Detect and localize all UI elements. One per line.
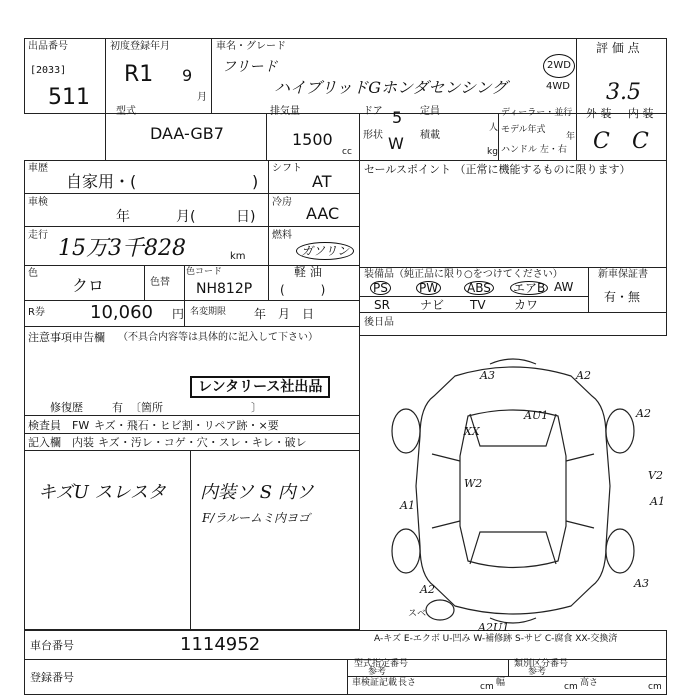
equip-item: カワ (514, 298, 539, 312)
divider (268, 160, 269, 300)
divider (184, 265, 185, 300)
equip-item: PS (370, 281, 391, 295)
damage-mark: A2U1 (478, 621, 510, 634)
dims-label: 車検証記載 (352, 678, 398, 688)
model-label: 型式 (116, 106, 136, 117)
sales-label: セールスポイント （正常に機能するものに限ります） (364, 163, 631, 176)
inspector-row1-head: FW (72, 419, 90, 432)
divider (144, 265, 145, 300)
type-cert-ref: 参考 (368, 667, 387, 677)
damage-mark: A2 (420, 583, 435, 596)
color-no-label: 色替 (150, 277, 170, 288)
capacity-label: 定員 (420, 106, 440, 117)
divider (24, 433, 360, 434)
width-label: 幅 (496, 678, 506, 688)
hand-note-2: 内装ソ S 内ソ (200, 482, 314, 503)
name-line2: ハイブリッドGホンダセンシング (274, 78, 508, 97)
color-value: クロ (72, 276, 105, 295)
lot-code: [2033] (30, 65, 67, 76)
equip-item: SR (374, 298, 390, 312)
divider (24, 226, 360, 227)
yen-unit: 円 (172, 307, 185, 321)
damage-mark: W2 (464, 477, 483, 490)
hand-note-3: F/ラルームミ内ヨゴ (202, 511, 311, 525)
chassis-box (24, 630, 667, 660)
dealer-label: ディーラー・並行 (501, 108, 573, 118)
repair-label: 修復歴 (50, 401, 83, 414)
ac-label: 冷房 (272, 197, 292, 208)
damage-mark: AU1 (524, 409, 549, 422)
name-line1: フリード (222, 59, 278, 75)
divider (347, 676, 667, 677)
divider (24, 300, 360, 301)
inspection-label: 車検 (28, 197, 48, 208)
damage-mark: A3 (634, 577, 649, 590)
damage-mark: A2 (576, 369, 591, 382)
mileage-value: 15万3千828 (58, 236, 186, 261)
divider (190, 450, 191, 630)
drive-2wd: 2WD (543, 54, 575, 78)
km-unit: km (230, 251, 246, 262)
exterior-value: C (593, 129, 610, 154)
doors-label: ドア (363, 106, 383, 117)
shape-label: 形状 (363, 130, 383, 141)
equip-item: AW (554, 280, 574, 294)
notes-sub-label: （不具合内容等は具体的に記入して下さい） (118, 332, 318, 343)
rental-stamp: レンタリース社出品 (190, 376, 330, 398)
equip-item: TV (470, 298, 486, 312)
inspector-label1: 検査員 (28, 419, 61, 432)
class-cert-ref: 参考 (528, 667, 547, 677)
fuel-label: 燃料 (272, 230, 292, 241)
inspection-month: 月( (176, 209, 196, 225)
handle-label: ハンドル 左・右 (501, 145, 567, 155)
year-unit: 年 (566, 132, 576, 142)
equip-item: ナビ (420, 298, 445, 312)
colorcode-value: NH812P (196, 281, 253, 297)
colorcode-label: 色コード (186, 267, 223, 277)
kg-unit: kg (487, 147, 498, 157)
equip-label: 装備品（純正品に限り○をつけてください） (364, 269, 563, 280)
name-label: 車名・グレード (216, 41, 286, 52)
cc-unit: cc (342, 147, 352, 157)
inspector-row2-head: 内装 (72, 436, 94, 449)
reg-month: 9 (182, 66, 193, 85)
fuel-other: ( ) (280, 283, 326, 297)
exterior-label: 外 装 (586, 107, 612, 120)
damage-mark: スベ (408, 609, 427, 619)
grade-value: 3.5 (606, 80, 641, 105)
equip-item: ABS (464, 281, 494, 295)
type-cert-label: 型式指定番号 (354, 659, 409, 669)
recycle-value: 10,060 (90, 302, 153, 323)
equip-item: PW (416, 281, 441, 295)
damage-mark: A1 (400, 499, 415, 512)
inspector-row2: キズ・汚レ・コゲ・穴・スレ・キレ・破レ (98, 436, 307, 449)
load-label: 積載 (420, 130, 440, 141)
shape-value: W (388, 134, 404, 153)
notes-label: 注意事項申告欄 (28, 331, 105, 344)
height-cm: cm (648, 682, 662, 692)
chassis-value: 1114952 (180, 634, 261, 655)
lot-label: 出品番号 (28, 41, 68, 52)
history-value: 自家用・( (66, 172, 137, 191)
width-cm: cm (564, 682, 578, 692)
plate-label: 登録番号 (30, 671, 74, 684)
displacement-label: 排気量 (270, 106, 300, 117)
chassis-label: 車台番号 (30, 639, 74, 652)
inspector-label2: 記入欄 (28, 436, 61, 449)
mileage-label: 走行 (28, 230, 48, 241)
length-label: 長さ (398, 678, 417, 688)
interior-value: C (632, 129, 649, 154)
person-unit: 人 (489, 123, 499, 133)
after-box (359, 312, 667, 336)
shift-value: AT (312, 172, 332, 191)
after-label: 後日品 (364, 317, 394, 328)
class-cert-label: 類別区分番号 (514, 659, 569, 669)
ac-value: AAC (306, 204, 340, 223)
displacement-value: 1500 (292, 130, 333, 149)
damage-mark: V2 (648, 469, 663, 482)
divider (359, 296, 589, 297)
drive-4wd: 4WD (546, 81, 570, 92)
length-cm: cm (480, 682, 494, 692)
divider (24, 193, 360, 194)
height-label: 高さ (580, 678, 599, 688)
inspector-row1: キズ・飛石・ヒビ割・リペア跡・×要 (94, 419, 279, 432)
interior-label: 内 装 (628, 107, 654, 120)
name-change-date: 年 月 日 (254, 307, 315, 321)
sales-box (359, 160, 667, 268)
model-year-label: モデル年式 (501, 125, 546, 135)
divider (184, 300, 185, 327)
color-label: 色 (28, 268, 38, 279)
warranty-label: 新車保証書 (598, 269, 648, 280)
equip-item: エアB (510, 281, 548, 295)
auction-sheet (24, 38, 667, 695)
divider (508, 659, 509, 676)
fuel-gasoline: ガソリン (296, 242, 354, 260)
reg-label: 初度登録年月 (110, 41, 170, 52)
model-value: DAA-GB7 (150, 124, 224, 143)
warranty-value: 有・無 (604, 290, 641, 304)
history-label: 車歴 (28, 163, 48, 174)
ext-int-box (576, 113, 667, 161)
damage-mark: XX (464, 425, 480, 438)
damage-mark: A3 (480, 369, 495, 382)
car-damage-diagram (360, 336, 667, 630)
damage-legend: A-キズ E-エクボ U-凹み W-補修跡 S-サビ C-腐食 XX-交換済 (374, 634, 618, 644)
handwriting-box (24, 450, 360, 630)
inspection-year: 年 (116, 209, 130, 225)
name-change-label: 名変期限 (190, 307, 227, 317)
reg-year: R1 (124, 62, 154, 87)
inspection-day: 日) (236, 209, 256, 225)
grade-label: 評 価 点 (596, 41, 640, 55)
repair-value: 有 (112, 401, 123, 414)
reg-month-unit: 月 (197, 92, 207, 103)
fuel-diesel: 軽 油 (294, 265, 322, 279)
damage-mark: A2 (636, 407, 651, 420)
doors-value: 5 (392, 108, 403, 127)
hand-note-1: キズU スレスタ (38, 482, 166, 503)
shift-label: シフト (272, 163, 302, 174)
recycle-label: R券 (28, 307, 45, 318)
repair-place: 〔箇所 〕 (130, 401, 262, 414)
history-close: ) (252, 172, 259, 191)
damage-mark: A1 (650, 495, 665, 508)
lot-number: 511 (48, 85, 90, 110)
